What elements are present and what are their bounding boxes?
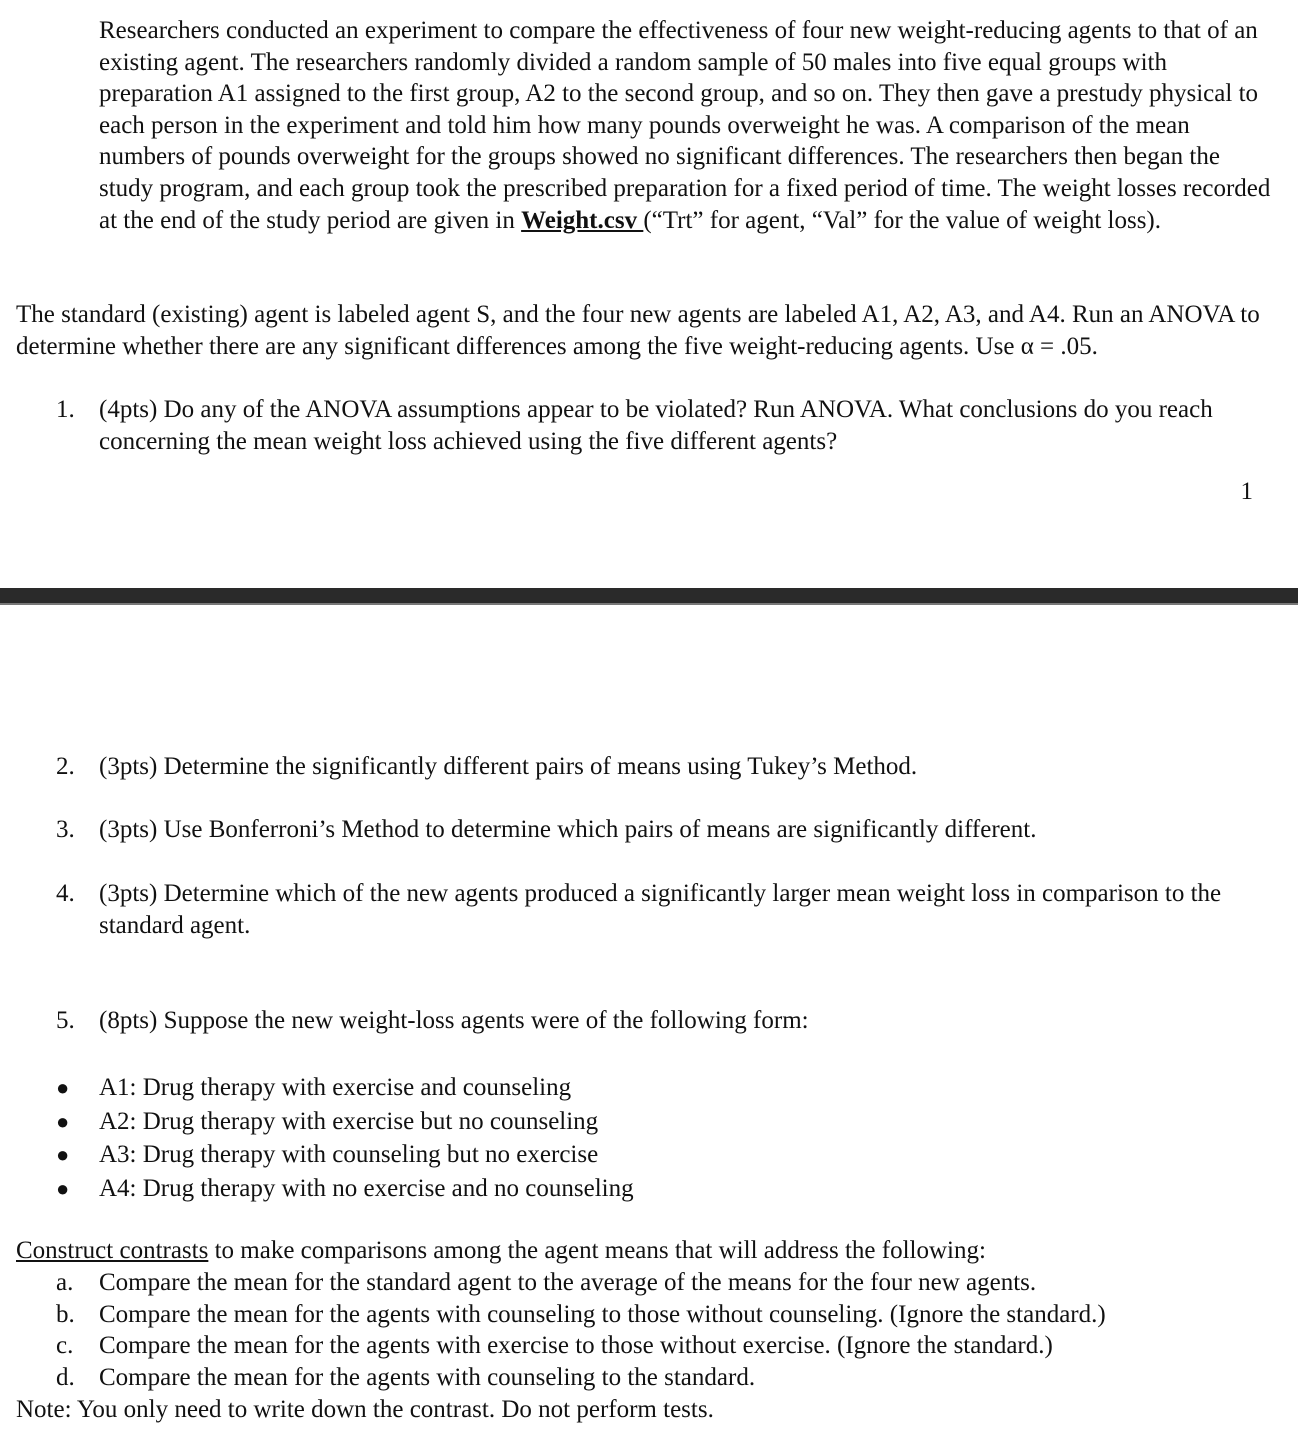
question-text: (3pts) Determine which of the new agents produced a significantly larger mean weight loss in comparison to the standard agent. [99, 880, 1222, 939]
agent-description: A3: Drug therapy with counseling but no exercise [99, 1141, 599, 1168]
question-text: (4pts) Do any of the ANOVA assumptions appear to be violated? Run ANOVA. What conclusions do you reach concerning the mean weight loss achieved using the five different agents? [99, 396, 1213, 455]
agent-description: A4: Drug therapy with no exercise and no counseling [99, 1174, 634, 1202]
agent-description: A2: Drug therapy with exercise but no counseling [99, 1107, 599, 1135]
bullet-icon: ● [56, 1142, 70, 1167]
list-item [56, 1138, 1256, 1172]
list-item [56, 1071, 1256, 1105]
question-1 [56, 394, 1276, 457]
question-number: 4. [56, 880, 75, 907]
contrasts-heading [16, 1235, 1278, 1267]
intro-text-after-link: (“Trt” for agent, “Val” for the value of weight loss). [643, 206, 1161, 234]
item-letter: a. [56, 1269, 74, 1296]
contrasts-heading-rest: to make comparisons among the agent means that will address the following: [208, 1237, 986, 1264]
weight-csv-link[interactable]: Weight.csv [521, 206, 644, 234]
agent-description: A1: Drug therapy with exercise and counseling [99, 1074, 572, 1101]
agent-list [56, 1071, 1256, 1205]
contrasts-underlined-phrase: Construct contrasts [16, 1237, 209, 1264]
intro-text [99, 15, 1279, 236]
question-number: 1. [56, 396, 75, 423]
list-item [56, 1267, 1276, 1299]
question-text: (3pts) Use Bonferroni’s Method to determine which pairs of means are significantly different. [99, 816, 1037, 843]
list-item [56, 1362, 1276, 1394]
list-item [56, 1299, 1276, 1331]
page-break-divider [0, 588, 1298, 605]
question-4 [56, 878, 1276, 941]
item-letter: c. [56, 1332, 74, 1360]
list-item [56, 1105, 1256, 1139]
question-5 [56, 1005, 1276, 1037]
list-item [56, 1330, 1276, 1362]
bullet-icon: ● [56, 1075, 70, 1100]
note-text: Note: You only need to write down the contrast. Do not perform tests. [16, 1396, 714, 1423]
anova-instructions: The standard (existing) agent is labeled agent S, and the four new agents are labeled A1, A2, A3, and A4. Run an ANOVA to determine whether there are any significant differences among the five weight-reducing agents. Use α = .05. [16, 301, 1260, 360]
bullet-icon: ● [56, 1108, 70, 1134]
item-text: Compare the mean for the agents with counseling to those without counseling. (Ignore the standard.) [99, 1300, 1106, 1328]
item-letter: b. [56, 1300, 75, 1328]
item-text: Compare the mean for the standard agent to the average of the means for the four new agents. [99, 1269, 1037, 1296]
item-text: Compare the mean for the agents with counseling to the standard. [99, 1363, 756, 1391]
question-2 [56, 751, 1276, 783]
list-item [56, 1172, 1256, 1206]
question-text: (8pts) Suppose the new weight-loss agents were of the following form: [99, 1007, 809, 1034]
intro-text-before-link: Researchers conducted an experiment to compare the effectiveness of four new weight-reducing agents to that of an existing agent. The researchers randomly divided a random sample of 50 males into five equal groups with preparation A1 assigned to the first group, A2 to the second group, and so on. They then gave a prestudy physical to each person in the experiment and told him how many pounds overweight he was. A comparison of the mean numbers of pounds overweight for the groups showed no significant differences. The researchers then began the study program, and each group took the prescribed preparation for a fixed period of time. The weight losses recorded at the end of the study period are given in [99, 17, 1271, 234]
question-number: 3. [56, 816, 75, 843]
intro-paragraph [99, 15, 1279, 236]
item-letter: d. [56, 1363, 75, 1391]
question-number: 5. [56, 1007, 75, 1034]
question-3 [56, 814, 1276, 846]
bullet-icon: ● [56, 1175, 70, 1201]
page-number: 1 [1240, 478, 1253, 505]
question-text: (3pts) Determine the significantly different pairs of means using Tukey’s Method. [99, 753, 918, 780]
item-text: Compare the mean for the agents with exercise to those without exercise. (Ignore the standard.) [99, 1332, 1053, 1360]
question-number: 2. [56, 753, 75, 780]
contrast-list [56, 1267, 1276, 1393]
